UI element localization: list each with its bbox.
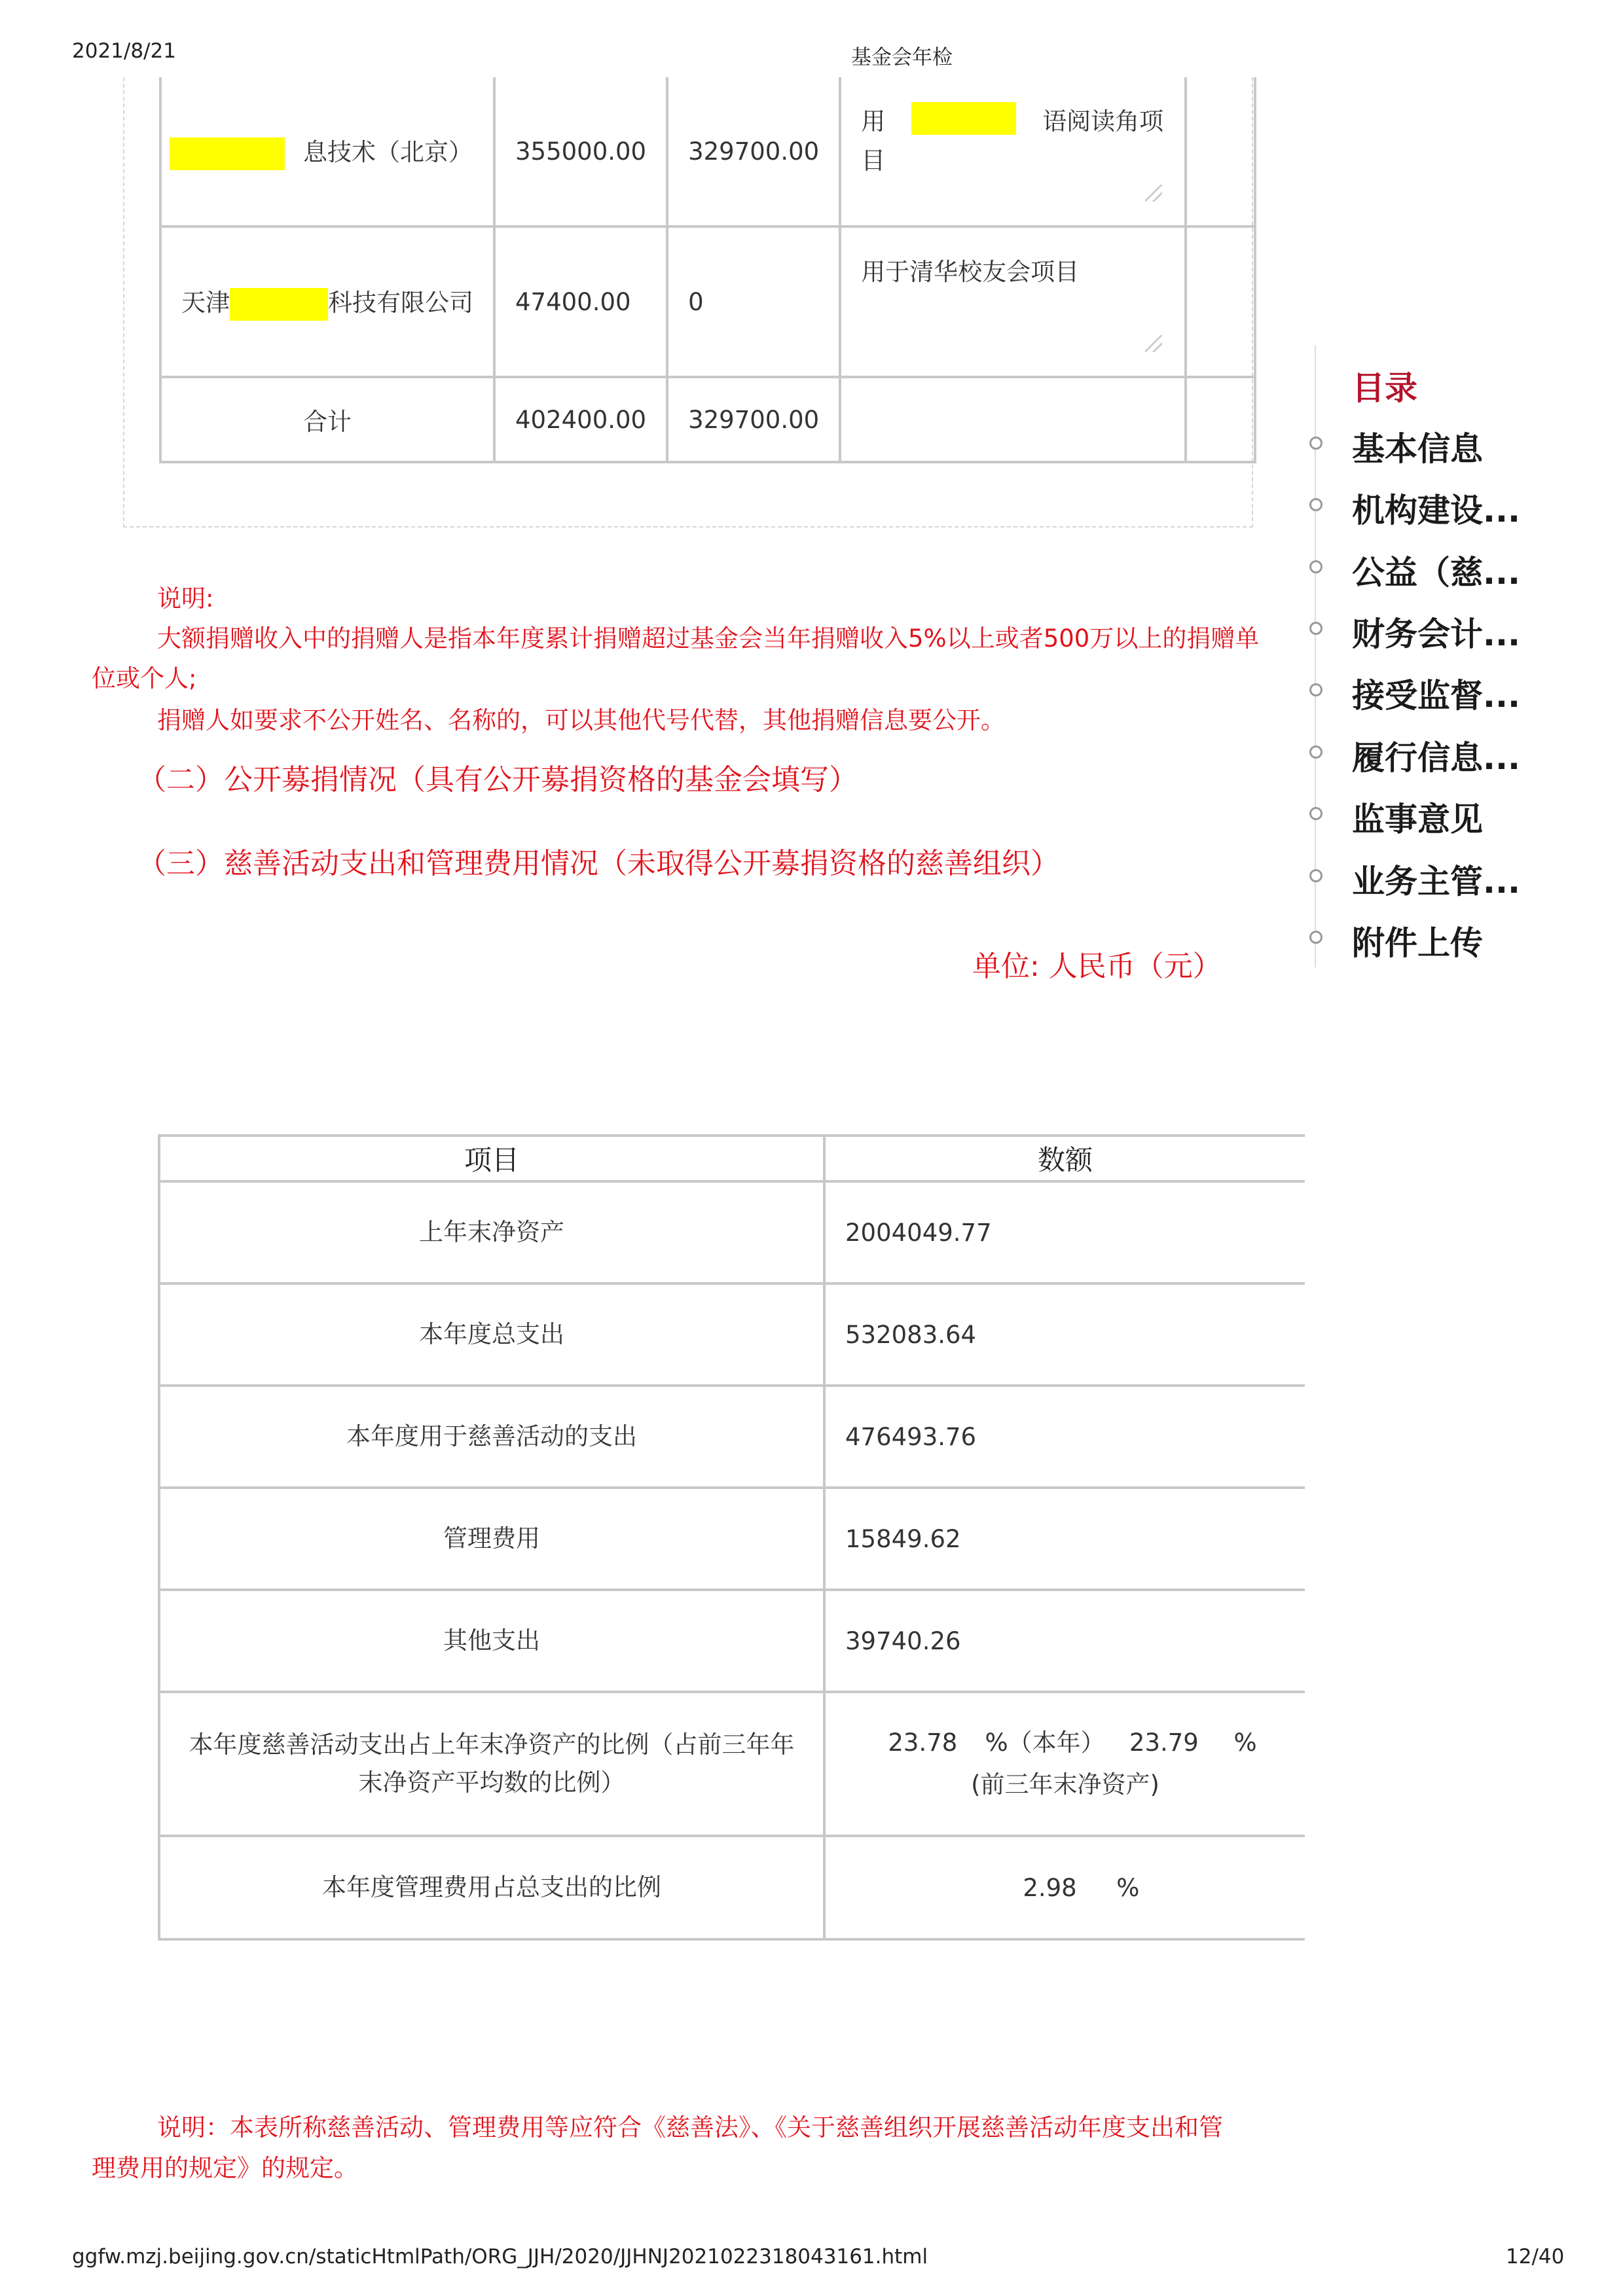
ratio-three-year-input[interactable]: 23.79 [1129,1729,1199,1757]
table-row [160,377,1255,462]
toc-dot-icon [1309,807,1322,820]
row-label: 本年度管理费用占总支出的比例 [159,1836,824,1939]
table-row [159,1283,1305,1386]
print-url: ggfw.mzj.beijing.gov.cn/staticHtmlPath/ORG_JJH/2020/JJHNJ2021022318043161.html [72,2245,928,2269]
row-label: 其他支出 [159,1590,824,1692]
bottom-note-line: 说明：本表所称慈善活动、管理费用等应符合《慈善法》、《关于慈善组织开展慈善活动年度支出和管 [157,2113,1223,2142]
row-value: 15849.62 [824,1488,1305,1590]
row-label [159,1692,824,1836]
row-label: 上年末净资产 [159,1181,824,1283]
total-amount: 329700.00 [667,377,840,462]
header-item: 项目 [159,1136,824,1181]
purpose-text: 用 [861,107,886,135]
toc-item-finance[interactable]: 财务会计... [1352,615,1520,653]
print-title: 基金会年检 [851,46,953,69]
toc-dot-icon [1309,745,1322,759]
toc-dot-icon [1309,498,1322,511]
header-amount: 数额 [824,1136,1305,1181]
toc-item-attachments[interactable]: 附件上传 [1352,924,1483,962]
table-row [160,77,1255,226]
ratio-current-input[interactable]: 23.78 [888,1729,958,1757]
expense-table [158,1134,1305,1941]
table-row [159,1181,1305,1283]
toc-dot-icon [1309,560,1322,573]
bottom-note-line: 理费用的规定》的规定。 [92,2154,358,2182]
table-row [159,1692,1305,1836]
row-value: 39740.26 [824,1590,1305,1692]
toc-item-supervision[interactable]: 接受监督... [1352,677,1520,715]
row-value: 532083.64 [824,1283,1305,1386]
section-title: （三）慈善活动支出和管理费用情况（未取得公开募捐资格的慈善组织） [137,847,1059,880]
ratio-note: (前三年末净资产) [971,1770,1159,1799]
donor-name: 息技术（北京） [303,138,473,167]
total-label: 合计 [160,377,494,462]
table-row [159,1488,1305,1590]
empty-cell [1186,77,1255,226]
purpose-text: 语阅读角项 [1042,107,1164,135]
ratio-value-cell [824,1692,1305,1836]
row-value: 476493.76 [824,1386,1305,1488]
pct-label: %（本年） [985,1729,1105,1757]
purpose-text: 目 [861,147,886,175]
empty-cell [1186,226,1255,377]
empty-cell [840,377,1186,462]
pct-label: % [1116,1873,1140,1902]
resize-handle-icon[interactable] [1145,335,1162,352]
purpose-text: 用于清华校友会项目 [861,258,1080,286]
amount-cell: 0 [667,226,840,377]
row-label: 本年度用于慈善活动的支出 [159,1386,824,1488]
print-date: 2021/8/21 [72,39,176,63]
donor-cell [160,226,494,377]
redaction-mark [911,102,1016,135]
total-amount: 402400.00 [494,377,667,462]
redaction-mark [170,137,285,170]
toc-item-supervisor-opinion[interactable]: 监事意见 [1352,800,1483,838]
note-label: 说明: [157,584,214,613]
donor-cell [160,77,494,226]
toc-item-disclosure[interactable]: 履行信息... [1352,739,1520,777]
mgmt-ratio-cell [824,1836,1305,1939]
note-line: 大额捐赠收入中的捐赠人是指本年度累计捐赠超过基金会当年捐赠收入5%以上或者500万以上的捐赠单 [157,624,1260,653]
amount-cell: 47400.00 [494,226,667,377]
toc-dot-icon [1309,683,1322,696]
section-title: （二）公开募捐情况（具有公开募捐资格的基金会填写） [137,763,858,797]
purpose-textarea[interactable] [840,77,1186,226]
row-value: 2004049.77 [824,1181,1305,1283]
donation-table [159,77,1256,463]
toc-title: 目录 [1352,369,1417,407]
table-row [160,226,1255,377]
toc-item-charity[interactable]: 公益（慈... [1352,554,1520,592]
amount-cell: 355000.00 [494,77,667,226]
purpose-textarea[interactable] [840,226,1186,377]
mgmt-ratio-input[interactable]: 2.98 [1023,1873,1077,1902]
row-label: 本年度总支出 [159,1283,824,1386]
toc-item-org-building[interactable]: 机构建设... [1352,492,1520,529]
toc-item-authority[interactable]: 业务主管... [1352,863,1520,901]
ratio-label-line: 末净资产平均数的比例） [358,1768,625,1797]
toc-dot-icon [1309,869,1322,882]
table-row [159,1386,1305,1488]
table-header-row [159,1136,1305,1181]
redaction-mark [230,288,328,321]
page-number: 12/40 [1506,2245,1565,2269]
resize-handle-icon[interactable] [1145,185,1162,202]
row-label: 管理费用 [159,1488,824,1590]
donor-name: 天津 [181,289,230,317]
note-line: 位或个人; [92,664,197,692]
empty-cell [1186,377,1255,462]
toc-dot-icon [1309,437,1322,450]
note-line: 捐赠人如要求不公开姓名、名称的，可以其他代号代替，其他捐赠信息要公开。 [157,706,1005,734]
ratio-label-line: 本年度慈善活动支出占上年末净资产的比例（占前三年年 [189,1731,795,1759]
toc-dot-icon [1309,622,1322,635]
table-row [159,1590,1305,1692]
pct-label: % [1233,1729,1257,1757]
toc-dot-icon [1309,931,1322,944]
toc-item-basic-info[interactable]: 基本信息 [1352,430,1483,468]
donor-name: 科技有限公司 [328,289,473,317]
unit-label: 单位: 人民币（元） [972,950,1222,983]
table-row [159,1836,1305,1939]
amount-cell: 329700.00 [667,77,840,226]
